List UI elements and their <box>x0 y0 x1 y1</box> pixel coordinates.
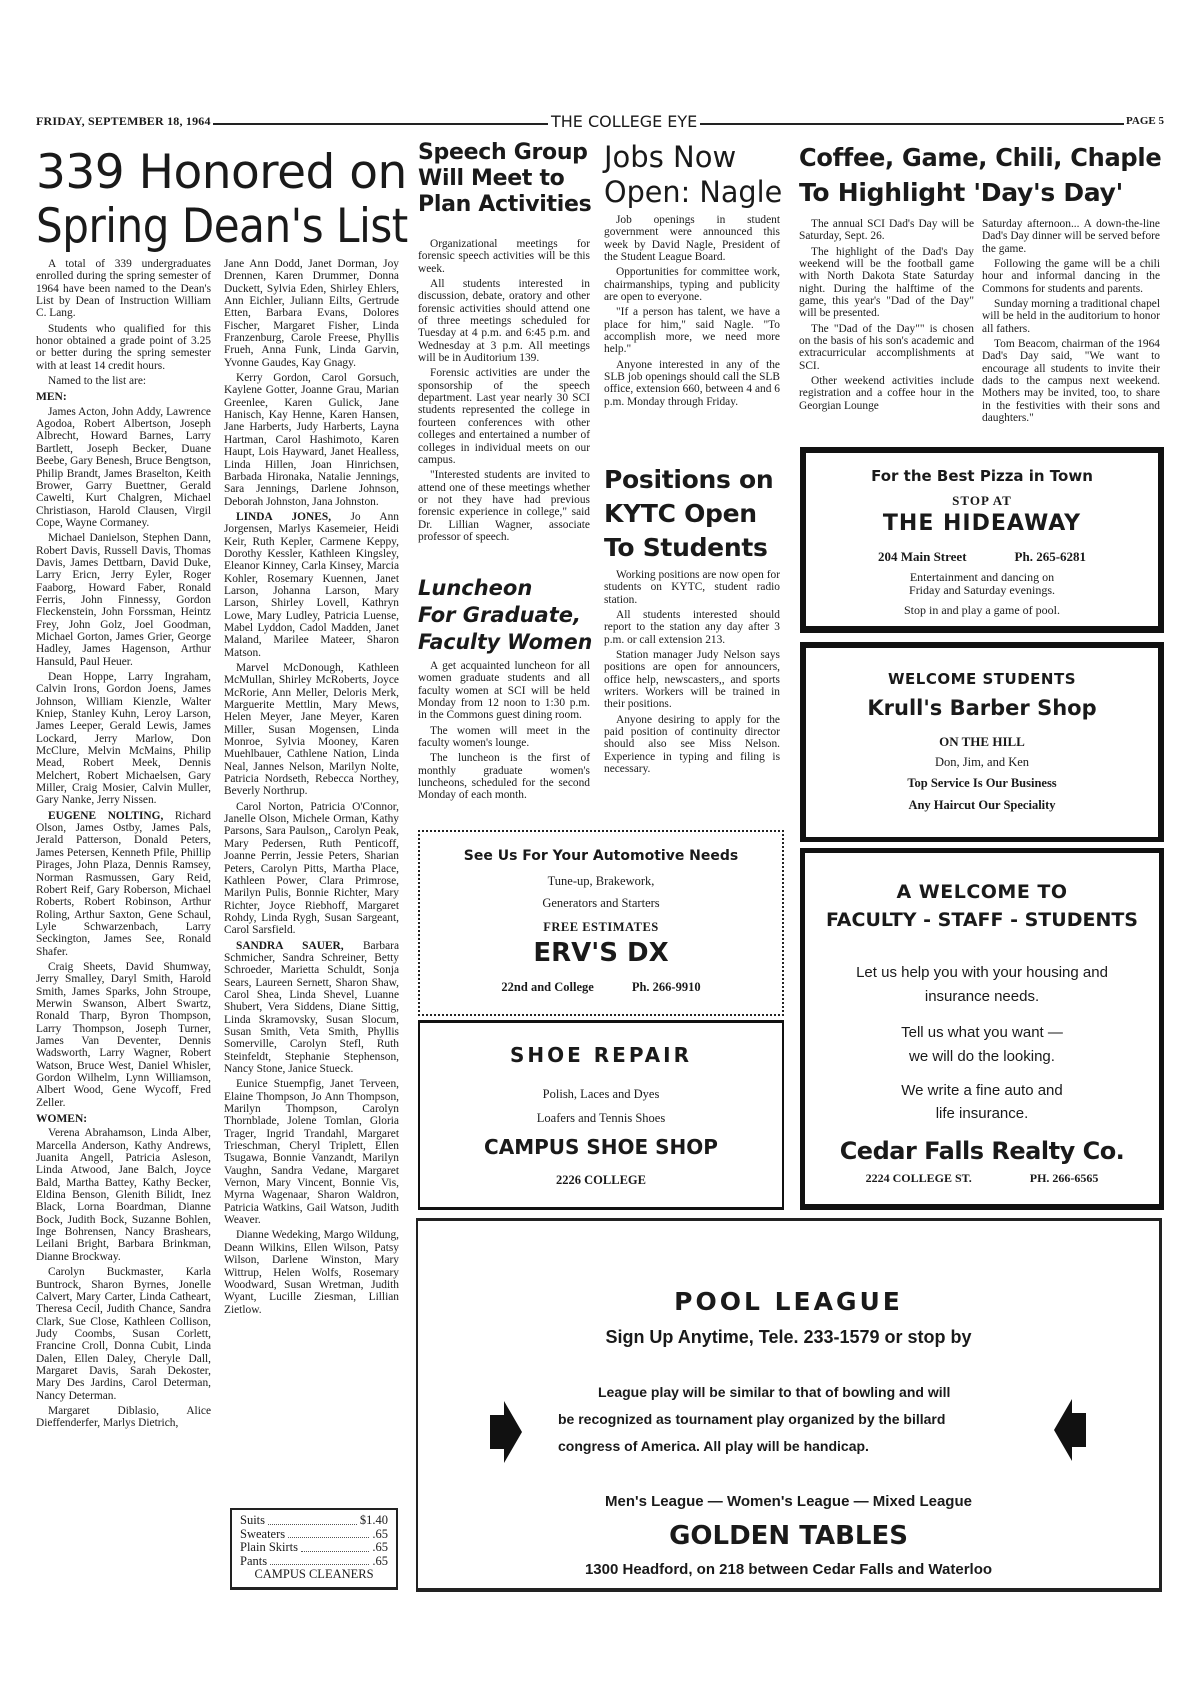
item-name: Suits <box>240 1513 266 1527</box>
article-paragraph: The women will meet in the faculty women's lounge. <box>418 724 590 750</box>
article-paragraph: A total of 339 undergraduates enrolled during the spring semester of 1964 have been named to the Dean's List by Dean of Instruction William C. Lang. <box>36 258 211 320</box>
barber-shop-ad <box>800 642 1164 842</box>
price-row <box>240 1514 388 1528</box>
names-paragraph: Marvel McDonough, Kathleen McMullan, Shirley McRoberts, Joyce McRorie, Ann Meller, Deloris Merk, Marguerite Mettlin, Mary Mews, Helen Meyer, Jane Meyer, Karen Miller, Susan Mogensen, Linda Monroe, Sylvia Mooney, Karen Muehlbauer, Cathlene Nation, Linda Neal, Jannes Nelson, Marilyn Nolte, Patricia Nordseth, Rebecca Northey, Beverly Northrup. <box>224 662 399 798</box>
item-name: Pants <box>240 1553 268 1568</box>
kytc-article <box>604 569 780 831</box>
kytc-headline <box>604 463 780 565</box>
names-paragraph: Dean Hoppe, Larry Ingraham, Calvin Irons, Gordon Joens, James Johnson, William Kienzle, Walter Kniep, Stanley Kuhn, Leroy Larson, James Leeper, Gerald Lewis, James Lockard, Jerry Marlow, Don McClure, Melvin McMains, Philip Mead, Robert Meek, Dennis Melchert, Robert Michaelsen, Gary Miller, Craig Mosier, Calvin Muller, Gary Nanke, Jerry Nissen. <box>36 671 211 807</box>
article-paragraph: The highlight of the Dad's Day weekend will be the football game with North Dakota State Saturday night. During the halftime of the game, this year's "Dad of the Day" will be presented. <box>799 245 974 320</box>
names-paragraph: Verena Abrahamson, Linda Alber, Marcella Anderson, Kathy Andrews, Juanita Angell, Patricia Asleson, Linda Atwood, Jane Balch, Joyce Bald, Martha Battey, Kathy Becker, Eldina Benson, Glenith Bilidt, Inez Black, Lorna Boardman, Dianne Bock, Judith Bock, Suzanne Bohlen, Inge Bohrensen, Nancy Brashears, Leilani Bright, Barbara Brinkman, Dianne Brockway. <box>36 1127 211 1263</box>
address: 2226 COLLEGE <box>556 1173 646 1187</box>
headline-line: Spring Dean's List <box>36 199 408 254</box>
speech-headline <box>418 140 592 218</box>
article-paragraph: Tom Beacom, chairman of the 1964 Dad's Day said, "We want to encourage all students to invite their dads to the campus next weekend. Mothers may be invited, too, to share in the festivities with their sons and daughters." <box>982 338 1160 425</box>
ad-tagline: For the Best Pizza in Town <box>871 467 1093 485</box>
women-heading: WOMEN: <box>36 1113 88 1126</box>
article-paragraph: Opportunities for committee work, chairmanships, typing and publicity are open to everyone. <box>604 266 780 304</box>
issue-date: FRIDAY, SEPTEMBER 18, 1964 <box>36 114 211 128</box>
business-name: THE HIDEAWAY <box>882 511 1082 536</box>
ad-text: Men's League — Women's League — Mixed League <box>605 1493 972 1510</box>
article-paragraph: Named to the list are: <box>48 375 147 388</box>
article-paragraph: Organizational meetings for forensic speech activities will be this week. <box>418 238 590 275</box>
dads-day-column-2 <box>982 218 1160 423</box>
names-paragraph <box>36 810 211 958</box>
price-row <box>240 1528 388 1542</box>
names-paragraph <box>224 940 399 1076</box>
bold-lead-name: LINDA JONES, <box>236 510 332 523</box>
ad-text-line: congress of America. All play will be handicap. <box>558 1438 869 1454</box>
phone: PH. 266-6565 <box>1029 1171 1099 1185</box>
dads-day-headline <box>799 140 1161 210</box>
article-paragraph: Job openings in student government were announced this week by David Nagle, President of the Student League Board. <box>604 214 780 264</box>
item-price: $1.40 <box>359 1513 388 1527</box>
headline-line: Will Meet to <box>418 165 565 191</box>
headline-line: Open: Nagle <box>604 175 783 209</box>
headline-line: 339 Honored on <box>36 145 407 200</box>
ad-text-line: League play will be similar to that of bowling and will <box>598 1384 951 1400</box>
names-paragraph: Carol Norton, Patricia O'Connor, Janelle Olson, Michele Orman, Kathy Parsons, Sara Paulson,, Carolyn Peak, Mary Pedersen, Ruth Penticoff, Joanne Perrin, Jessie Peters, Sharian Peters, Carolyn Pitts, Martha Place, Kathleen Power, Clara Primrose, Marilyn Pulis, Bonnie Richter, Mary Richter, Joyce Riebhoff, Margaret Rohdy, Linda Rygh, Susan Sargeant, Carol Sarsfield. <box>224 800 399 937</box>
item-price: .65 <box>372 1540 388 1554</box>
bold-lead-name: SANDRA SAUER, <box>236 939 344 952</box>
business-name: CAMPUS SHOE SHOP <box>484 1135 718 1159</box>
article-paragraph: Students who qualified for this honor obtained a grade point of 3.25 or better during the spring semester with at least 14 credit hours. <box>36 322 211 372</box>
ervs-dx-ad <box>418 830 784 1016</box>
headline-line: Speech Group <box>418 140 588 165</box>
article-paragraph: The "Dad of the Day"" is chosen on the basis of his son's academic and extracurricular accomplishments at SCI. <box>799 322 974 372</box>
ad-text: Tune-up, Brakework, <box>547 874 655 888</box>
business-name: Cedar Falls Realty Co. <box>839 1137 1125 1165</box>
article-paragraph: Following the game will be a chili hour and informal dancing in the Commons for students and parents. <box>982 258 1160 295</box>
ad-text: FREE ESTIMATES <box>543 920 659 934</box>
price-row <box>240 1541 388 1555</box>
business-name: GOLDEN TABLES <box>669 1521 908 1551</box>
ad-body <box>558 1379 1028 1460</box>
newspaper-title: THE COLLEGE EYE <box>548 112 700 131</box>
ad-heading: FACULTY - STAFF - STUDENTS <box>826 909 1138 931</box>
item-name: Sweaters <box>240 1526 286 1541</box>
address: 2224 COLLEGE ST. <box>865 1171 972 1185</box>
ad-text <box>811 1079 1153 1125</box>
article-paragraph: All students interested in discussion, debate, oratory and other forensic activities should attend one of three meetings scheduled for Tuesday at 4 p.m. and 6:45 p.m. and Wednesday at 3 p.m. All meetings will be in Auditorium 139. <box>418 278 590 365</box>
names-paragraph: Carolyn Buckmaster, Karla Buntrock, Sharon Byrnes, Jonelle Calvert, Mary Carter, Linda Catheart, Theresa Cecil, Judith Chance, Sandra Clark, Sue Close, Kathleen Collison, Judy Coombs, Susan Corlett, Francine Croll, Donna Cubit, Linda Dalen, Ellen Daley, Cheryle Dall, Margaret Davis, Sarah Dekoster, Mary Des Jardins, Carol Determan, Nancy Determan. <box>36 1266 211 1402</box>
arrow-right-icon <box>490 1401 522 1463</box>
article-paragraph: The annual SCI Dad's Day will be Saturday, Sept. 26. <box>799 218 974 243</box>
article-paragraph: Saturday afternoon... A down-the-line Dad's Day dinner will be served before the game. <box>982 218 1160 255</box>
realty-ad <box>800 848 1164 1210</box>
masthead <box>36 114 1164 134</box>
ad-heading: SHOE REPAIR <box>510 1043 692 1067</box>
ad-text <box>812 571 1152 597</box>
headline-line: KYTC Open <box>604 499 757 528</box>
arrow-left-icon <box>1054 1399 1086 1461</box>
names-paragraph: Margaret Diblasio, Alice Dieffenderfer, Marlys Dietrich, <box>36 1404 211 1430</box>
ad-text: STOP AT <box>952 493 1012 508</box>
shoe-repair-ad <box>418 1020 784 1210</box>
headline-line: Jobs Now <box>604 140 737 174</box>
article-paragraph: Anyone interested in any of the SLB job openings should call the SLB office, extension 660, between 4 and 6 p.m. Monday through Friday. <box>604 358 780 408</box>
ad-heading: A WELCOME TO <box>896 881 1068 903</box>
luncheon-headline <box>418 575 592 656</box>
business-name: Krull's Barber Shop <box>867 696 1097 720</box>
ad-text-line: Tell us what you want — <box>901 1024 1063 1041</box>
ad-text-line: insurance needs. <box>924 988 1040 1005</box>
ad-text: Top Service Is Our Business <box>907 776 1057 790</box>
address: 1300 Headford, on 218 between Cedar Falls and Waterloo <box>584 1561 993 1578</box>
headline-line: Coffee, Game, Chili, Chaple <box>799 143 1162 172</box>
deans-list-headline <box>36 146 408 254</box>
ad-text-line: be recognized as tournament play organized by the billard <box>558 1411 946 1427</box>
names-paragraph: James Acton, John Addy, Lawrence Agodoa, Robert Albertson, Joseph Albrecht, Howard Barnes, Larry Bartlett, Joseph Becker, Duane Beebe, Gary Benesh, Bruce Bengtson, Philip Brandt, James Braselton, Keith Brower, Garry Buettner, Gerald Cawelti, Kurt Chalgren, Michael Christiason, Harold Clausen, Virgil Cope, Wayne Cormaney. <box>36 405 211 529</box>
article-paragraph: The luncheon is the first of monthly graduate women's luncheons, scheduled for the second Monday of each month. <box>418 752 590 802</box>
phone: Ph. 265-6281 <box>1014 549 1087 564</box>
headline-line: Faculty Women <box>418 630 593 654</box>
headline-line: Luncheon <box>418 576 533 600</box>
ad-contact <box>811 1171 1153 1186</box>
headline-line: Plan Activities <box>418 191 592 217</box>
men-heading: MEN: <box>36 391 67 404</box>
deans-list-column-1 <box>36 258 211 1588</box>
ad-text: Any Haircut Our Speciality <box>908 798 1056 812</box>
business-name: CAMPUS CLEANERS <box>254 1567 374 1581</box>
ad-tagline: See Us For Your Automotive Needs <box>463 848 739 864</box>
item-price: .65 <box>372 1553 388 1568</box>
luncheon-article <box>418 660 590 830</box>
article-paragraph: A get acquainted luncheon for all women graduate students and all faculty women at SCI will be held Monday from 12 noon to 1:30 p.m. in the Commons guest dining room. <box>418 660 590 722</box>
ad-text: Stop in and play a game of pool. <box>904 603 1060 617</box>
dads-day-column-1 <box>799 218 974 423</box>
address: 204 Main Street <box>877 549 967 564</box>
names-paragraph: Kerry Gordon, Carol Gorsuch, Kaylene Gotter, Joanne Grau, Marian Greenlee, Karen Gulick, Jane Hanisch, Kay Henne, Karen Hansen, Jane Harberts, Judy Harberts, Layna Hartman, Carol Hashimoto, Karen Haupt, Lois Hayward, Janet Healless, Linda Hillen, Joan Hinrichsen, Barbada Hironaka, Natalie Jennings, Sara Jennings, Darlene Johnson, Deborah Johnston, Jana Johnston. <box>224 372 399 508</box>
names-text: Jo Ann Jorgensen, Marlys Kasemeier, Heidi Keir, Ruth Kepler, Carmene Keppy, Dorothy Kessler, Kathleen Kingsley, Eleanor Kinney, Carla Kinsey, Marcia Kohler, Rosemary Kuennen, Janet Larson, Johanna Larson, Mary Larson, Shirley Lovell, Kathryn Lowe, Mary Ludley, Patricia Luense, Mabel Lyddon, Cadol Madden, Janet Maland, Marilee Mateer, Sharon Matson. <box>224 510 399 659</box>
ad-text-line: Let us help you with your housing and <box>856 964 1108 981</box>
ad-subheading: Sign Up Anytime, Tele. 233-1579 or stop by <box>605 1327 972 1347</box>
article-paragraph: Station manager Judy Nelson says positions are open for announcers, office help, newscasters,, and sports writers. Workers will be trained in their positions. <box>604 649 780 711</box>
ad-text: ON THE HILL <box>939 734 1025 749</box>
article-paragraph: Sunday morning a traditional chapel will be held in the auditorium to honor all fathers. <box>982 298 1160 335</box>
pool-league-ad <box>416 1218 1162 1592</box>
names-paragraph: Jane Ann Dodd, Janet Dorman, Joy Drennen, Karen Drummer, Donna Duckett, Sylvia Eden, Shirley Ehlers, Ann Eichler, Juliann Eilts, Gertrude Etten, Barbara Evans, Dolores Fischer, Margaret Fisher, Linda Franzenburg, Carole Freese, Phyllis Frueh, Anna Funk, Linda Garvin, Yvonne Gaudes, Kay Gnagy. <box>224 258 399 369</box>
names-text: Barbara Schmicher, Sandra Schreiner, Betty Schroeder, Marietta Schuldt, Sonja Sears, Laureen Sernett, Sharon Shaw, Carol Shea, Linda Shevel, Luanne Shubert, Vera Siddens, Diane Sittig, Linda Skramovsky, Susan Slocum, Susan Smith, Veta Smith, Phyllis Somerville, Carolyn Stefl, Ruth Steinfeldt, Stephanie Stephenson, Nancy Stone, Janice Stueck. <box>224 939 399 1075</box>
ad-text: Generators and Starters <box>542 896 660 910</box>
article-paragraph: "Interested students are invited to attend one of these meetings whether or not they have had previous forensic experience in college," said Dr. Lillian Wagner, associate professor of speech. <box>418 469 590 543</box>
campus-cleaners-ad <box>230 1508 398 1590</box>
names-paragraph: Eunice Stuempfig, Janet Terveen, Elaine Thompson, Jo Ann Thompson, Marilyn Thompson, Carolyn Thornblade, Jolene Tomlan, Gloria Trager, Ingrid Trandahl, Margaret Trieschman, Cheryl Triplett, Ellen Tsugawa, Bonnie Vanzandt, Marilyn Vaughn, Sandra Vedane, Margaret Vernon, Mary Vincent, Bonnie Vis, Myrna Wagenaar, Sharon Waldron, Patricia Watkins, Gail Watson, Judith Weaver. <box>224 1078 399 1227</box>
ad-contact <box>426 980 776 995</box>
headline-line: Positions on <box>604 465 774 494</box>
article-paragraph: Anyone desiring to apply for the paid position of continuity director should also see Miss Nelson. Experience in typing and filing is necessary. <box>604 713 780 776</box>
ad-text <box>811 1021 1153 1069</box>
names-paragraph: Dianne Wedeking, Margo Wildung, Deann Wilkins, Ellen Wilson, Patsy Wilson, Darlene Winston, Mary Wittrup, Helen Wolfs, Rosemary Woodward, Susan Wretman, Judith Wyant, Lucille Ziesman, Lillian Zietlow. <box>224 1229 399 1316</box>
article-paragraph: "If a person has talent, we have a place for him," said Nagle. "To accomplish more, we need more help." <box>604 306 780 356</box>
ad-text: Loafers and Tennis Shoes <box>536 1111 666 1125</box>
names-paragraph: Craig Sheets, David Shumway, Jerry Smalley, Daryl Smith, Harold Smith, James Sparks, John Stroupe, Merwin Swanson, Albert Swartz, Ronald Tharp, Byron Thompson, Larry Thompson, Joseph Turner, James Van Deventer, Dennis Wadsworth, Larry Wagner, Robert Watson, Bruce West, Daniel Whisler, Gordon Wilhelm, Lynn Williamson, Albert Wood, Gene Wycoff, Fred Zeller. <box>36 960 211 1109</box>
ad-text-line: Friday and Saturday evenings. <box>909 583 1055 597</box>
ad-text: WELCOME STUDENTS <box>887 670 1076 688</box>
names-paragraph: Michael Danielson, Stephen Dann, Robert Davis, Russell Davis, Thomas Davis, James Dettbarn, David Duke, Larry Ericn, Jerry Eyler, Roger Faaborg, Howard Faber, Ronald Ferris, John Finnessy, Gordon Fleckenstein, John Forssman, Heintz Frey, John Golz, Joel Goodman, Michael Gorton, James Grier, George Hadley, James Hagenson, Arthur Hansuld, Paul Heuer. <box>36 532 211 668</box>
names-paragraph <box>224 511 399 659</box>
ad-text: Don, Jim, and Ken <box>934 755 1030 769</box>
ad-text: Polish, Laces and Dyes <box>542 1087 660 1101</box>
address: 22nd and College <box>501 980 594 994</box>
item-name: Plain Skirts <box>240 1540 298 1554</box>
article-paragraph: Other weekend activities include registration and a coffee hour in the Georgian Lounge <box>799 375 974 412</box>
headline-line: For Graduate, <box>418 603 581 627</box>
phone: Ph. 266-9910 <box>631 980 701 994</box>
article-paragraph: All students interested should report to the station any day after 3 p.m. or call extension 213. <box>604 609 780 646</box>
page-number: PAGE 5 <box>1126 115 1164 127</box>
speech-article <box>418 238 590 556</box>
business-name: ERV'S DX <box>533 938 669 968</box>
ad-text <box>811 961 1153 1009</box>
article-paragraph: Forensic activities are under the sponsorship of the speech department. Last year nearly 30 SCI students represented the college in fourteen conferences with other colleges and entertained a number of colleges in individual meets on our campus. <box>418 367 590 466</box>
jobs-article <box>604 214 780 408</box>
ad-text-line: life insurance. <box>935 1105 1029 1122</box>
deans-list-column-2 <box>224 258 399 1498</box>
ad-heading: POOL LEAGUE <box>674 1287 903 1316</box>
article-paragraph: Working positions are now open for students on KYTC, student radio station. <box>604 569 780 606</box>
jobs-headline <box>604 140 782 210</box>
price-row <box>240 1555 388 1569</box>
ad-text-line: we will do the looking. <box>909 1048 1055 1065</box>
bold-lead-name: EUGENE NOLTING, <box>48 809 164 822</box>
ad-contact <box>812 549 1152 565</box>
names-text: Richard Olson, James Ostby, James Pals, Jerald Patterson, Donald Peters, James Petersen, Kenneth Pfile, Phillip Pirages, John Plaza, Dennis Ramsey, Norman Rasmussen, Gary Reid, Robert Reif, Gary Roberson, Michael Roberts, Robert Robinson, Arthur Roling, Arthur Saxton, Gene Schaul, Lyle Schwarzenbach, Larry Seckington, James See, Ronald Shafer. <box>36 809 211 958</box>
ad-text-line: We write a fine auto and <box>901 1082 1063 1099</box>
headline-line: To Highlight 'Day's Day' <box>799 178 1123 207</box>
headline-line: To Students <box>604 533 768 562</box>
hideaway-ad <box>800 447 1164 633</box>
item-price: .65 <box>372 1526 388 1541</box>
ad-text-line: Entertainment and dancing on <box>909 570 1055 584</box>
